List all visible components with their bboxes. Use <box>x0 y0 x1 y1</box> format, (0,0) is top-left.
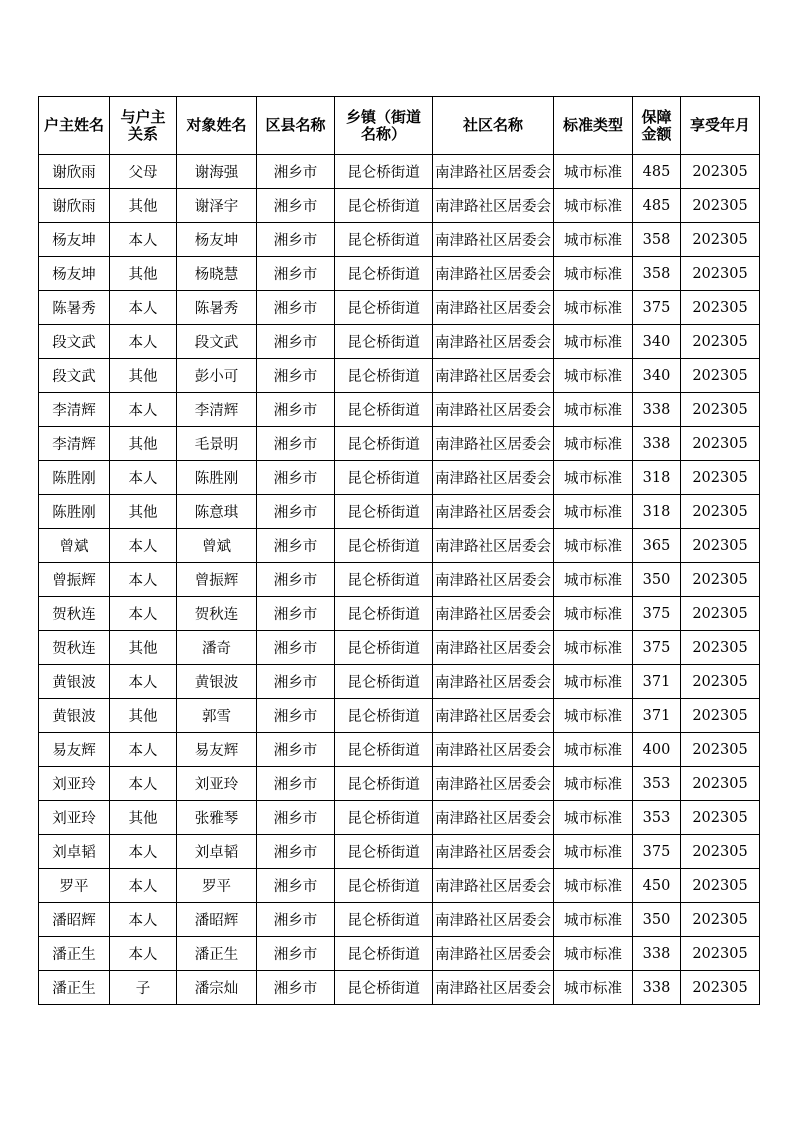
relationship-cell: 本人 <box>110 529 177 563</box>
recipient-name-cell: 郭雪 <box>177 699 257 733</box>
header-row <box>39 97 760 155</box>
table-row <box>39 971 760 1005</box>
county-cell: 湘乡市 <box>257 903 335 937</box>
amount-cell: 358 <box>633 257 681 291</box>
recipient-name-cell: 杨晓慧 <box>177 257 257 291</box>
recipient-name-cell: 刘亚玲 <box>177 767 257 801</box>
household-head-cell: 曾斌 <box>39 529 110 563</box>
community-cell: 南津路社区居委会 <box>433 495 554 529</box>
header-household-head-name: 户主姓名 <box>39 97 110 155</box>
amount-cell: 338 <box>633 393 681 427</box>
recipient-name-cell: 杨友坤 <box>177 223 257 257</box>
township-cell: 昆仑桥街道 <box>335 529 433 563</box>
standard-type-cell: 城市标准 <box>554 189 633 223</box>
header-township-name: 乡镇（街道 名称） <box>335 97 433 155</box>
recipient-name-cell: 曾斌 <box>177 529 257 563</box>
county-cell: 湘乡市 <box>257 563 335 597</box>
household-head-cell: 刘亚玲 <box>39 767 110 801</box>
county-cell: 湘乡市 <box>257 427 335 461</box>
community-cell: 南津路社区居委会 <box>433 189 554 223</box>
header-county-name: 区县名称 <box>257 97 335 155</box>
amount-cell: 340 <box>633 325 681 359</box>
township-cell: 昆仑桥街道 <box>335 835 433 869</box>
community-cell: 南津路社区居委会 <box>433 155 554 189</box>
standard-type-cell: 城市标准 <box>554 767 633 801</box>
standard-type-cell: 城市标准 <box>554 461 633 495</box>
recipient-name-cell: 陈暑秀 <box>177 291 257 325</box>
community-cell: 南津路社区居委会 <box>433 563 554 597</box>
month-cell: 202305 <box>681 699 760 733</box>
household-head-cell: 刘亚玲 <box>39 801 110 835</box>
amount-cell: 375 <box>633 597 681 631</box>
community-cell: 南津路社区居委会 <box>433 291 554 325</box>
standard-type-cell: 城市标准 <box>554 359 633 393</box>
community-cell: 南津路社区居委会 <box>433 665 554 699</box>
county-cell: 湘乡市 <box>257 291 335 325</box>
header-benefit-month: 享受年月 <box>681 97 760 155</box>
standard-type-cell: 城市标准 <box>554 325 633 359</box>
township-cell: 昆仑桥街道 <box>335 733 433 767</box>
community-cell: 南津路社区居委会 <box>433 325 554 359</box>
household-head-cell: 谢欣雨 <box>39 189 110 223</box>
amount-cell: 371 <box>633 699 681 733</box>
standard-type-cell: 城市标准 <box>554 563 633 597</box>
table-body <box>39 155 760 1005</box>
standard-type-cell: 城市标准 <box>554 495 633 529</box>
month-cell: 202305 <box>681 189 760 223</box>
county-cell: 湘乡市 <box>257 801 335 835</box>
table-row <box>39 325 760 359</box>
recipient-name-cell: 张雅琴 <box>177 801 257 835</box>
amount-cell: 375 <box>633 291 681 325</box>
county-cell: 湘乡市 <box>257 359 335 393</box>
table-row <box>39 869 760 903</box>
township-cell: 昆仑桥街道 <box>335 767 433 801</box>
community-cell: 南津路社区居委会 <box>433 631 554 665</box>
township-cell: 昆仑桥街道 <box>335 665 433 699</box>
amount-cell: 365 <box>633 529 681 563</box>
standard-type-cell: 城市标准 <box>554 903 633 937</box>
table-row <box>39 563 760 597</box>
county-cell: 湘乡市 <box>257 223 335 257</box>
community-cell: 南津路社区居委会 <box>433 223 554 257</box>
relationship-cell: 本人 <box>110 291 177 325</box>
community-cell: 南津路社区居委会 <box>433 801 554 835</box>
township-cell: 昆仑桥街道 <box>335 359 433 393</box>
household-head-cell: 李清辉 <box>39 427 110 461</box>
standard-type-cell: 城市标准 <box>554 427 633 461</box>
standard-type-cell: 城市标准 <box>554 291 633 325</box>
recipient-name-cell: 毛景明 <box>177 427 257 461</box>
standard-type-cell: 城市标准 <box>554 937 633 971</box>
township-cell: 昆仑桥街道 <box>335 597 433 631</box>
household-head-cell: 黄银波 <box>39 665 110 699</box>
month-cell: 202305 <box>681 461 760 495</box>
amount-cell: 353 <box>633 801 681 835</box>
township-cell: 昆仑桥街道 <box>335 699 433 733</box>
recipient-name-cell: 潘奇 <box>177 631 257 665</box>
township-cell: 昆仑桥街道 <box>335 427 433 461</box>
recipient-name-cell: 陈意琪 <box>177 495 257 529</box>
recipient-name-cell: 贺秋连 <box>177 597 257 631</box>
county-cell: 湘乡市 <box>257 937 335 971</box>
relationship-cell: 本人 <box>110 869 177 903</box>
table-row <box>39 631 760 665</box>
month-cell: 202305 <box>681 359 760 393</box>
county-cell: 湘乡市 <box>257 189 335 223</box>
community-cell: 南津路社区居委会 <box>433 257 554 291</box>
month-cell: 202305 <box>681 393 760 427</box>
relationship-cell: 子 <box>110 971 177 1005</box>
standard-type-cell: 城市标准 <box>554 971 633 1005</box>
county-cell: 湘乡市 <box>257 665 335 699</box>
township-cell: 昆仑桥街道 <box>335 291 433 325</box>
table-row <box>39 937 760 971</box>
month-cell: 202305 <box>681 631 760 665</box>
month-cell: 202305 <box>681 257 760 291</box>
standard-type-cell: 城市标准 <box>554 801 633 835</box>
amount-cell: 338 <box>633 937 681 971</box>
county-cell: 湘乡市 <box>257 155 335 189</box>
recipient-name-cell: 彭小可 <box>177 359 257 393</box>
month-cell: 202305 <box>681 495 760 529</box>
amount-cell: 338 <box>633 971 681 1005</box>
community-cell: 南津路社区居委会 <box>433 835 554 869</box>
county-cell: 湘乡市 <box>257 257 335 291</box>
month-cell: 202305 <box>681 937 760 971</box>
month-cell: 202305 <box>681 223 760 257</box>
household-head-cell: 曾振辉 <box>39 563 110 597</box>
recipient-name-cell: 曾振辉 <box>177 563 257 597</box>
township-cell: 昆仑桥街道 <box>335 257 433 291</box>
recipient-name-cell: 谢泽宇 <box>177 189 257 223</box>
recipient-name-cell: 潘宗灿 <box>177 971 257 1005</box>
relationship-cell: 其他 <box>110 699 177 733</box>
amount-cell: 340 <box>633 359 681 393</box>
county-cell: 湘乡市 <box>257 597 335 631</box>
table-row <box>39 223 760 257</box>
header-benefit-amount: 保障 金额 <box>633 97 681 155</box>
household-head-cell: 陈暑秀 <box>39 291 110 325</box>
relationship-cell: 父母 <box>110 155 177 189</box>
amount-cell: 350 <box>633 903 681 937</box>
month-cell: 202305 <box>681 801 760 835</box>
household-head-cell: 李清辉 <box>39 393 110 427</box>
recipient-name-cell: 罗平 <box>177 869 257 903</box>
county-cell: 湘乡市 <box>257 393 335 427</box>
recipient-name-cell: 潘昭辉 <box>177 903 257 937</box>
household-head-cell: 贺秋连 <box>39 597 110 631</box>
household-head-cell: 段文武 <box>39 325 110 359</box>
county-cell: 湘乡市 <box>257 529 335 563</box>
recipient-name-cell: 黄银波 <box>177 665 257 699</box>
household-head-cell: 潘昭辉 <box>39 903 110 937</box>
community-cell: 南津路社区居委会 <box>433 971 554 1005</box>
county-cell: 湘乡市 <box>257 495 335 529</box>
township-cell: 昆仑桥街道 <box>335 971 433 1005</box>
relationship-cell: 其他 <box>110 257 177 291</box>
month-cell: 202305 <box>681 767 760 801</box>
township-cell: 昆仑桥街道 <box>335 631 433 665</box>
community-cell: 南津路社区居委会 <box>433 767 554 801</box>
county-cell: 湘乡市 <box>257 869 335 903</box>
standard-type-cell: 城市标准 <box>554 835 633 869</box>
community-cell: 南津路社区居委会 <box>433 393 554 427</box>
table-row <box>39 529 760 563</box>
table-row <box>39 291 760 325</box>
amount-cell: 400 <box>633 733 681 767</box>
month-cell: 202305 <box>681 835 760 869</box>
relationship-cell: 本人 <box>110 325 177 359</box>
county-cell: 湘乡市 <box>257 631 335 665</box>
county-cell: 湘乡市 <box>257 971 335 1005</box>
recipient-name-cell: 段文武 <box>177 325 257 359</box>
month-cell: 202305 <box>681 733 760 767</box>
standard-type-cell: 城市标准 <box>554 665 633 699</box>
household-head-cell: 谢欣雨 <box>39 155 110 189</box>
month-cell: 202305 <box>681 665 760 699</box>
header-recipient-name: 对象姓名 <box>177 97 257 155</box>
month-cell: 202305 <box>681 291 760 325</box>
amount-cell: 318 <box>633 495 681 529</box>
county-cell: 湘乡市 <box>257 699 335 733</box>
month-cell: 202305 <box>681 597 760 631</box>
amount-cell: 375 <box>633 631 681 665</box>
table-row <box>39 835 760 869</box>
relationship-cell: 本人 <box>110 903 177 937</box>
standard-type-cell: 城市标准 <box>554 393 633 427</box>
relationship-cell: 本人 <box>110 665 177 699</box>
table-row <box>39 427 760 461</box>
community-cell: 南津路社区居委会 <box>433 869 554 903</box>
standard-type-cell: 城市标准 <box>554 257 633 291</box>
month-cell: 202305 <box>681 155 760 189</box>
community-cell: 南津路社区居委会 <box>433 461 554 495</box>
relationship-cell: 本人 <box>110 937 177 971</box>
relationship-cell: 其他 <box>110 801 177 835</box>
table-row <box>39 393 760 427</box>
amount-cell: 358 <box>633 223 681 257</box>
amount-cell: 450 <box>633 869 681 903</box>
township-cell: 昆仑桥街道 <box>335 155 433 189</box>
household-head-cell: 黄银波 <box>39 699 110 733</box>
amount-cell: 375 <box>633 835 681 869</box>
household-head-cell: 杨友坤 <box>39 223 110 257</box>
county-cell: 湘乡市 <box>257 767 335 801</box>
table-row <box>39 801 760 835</box>
header-standard-type: 标准类型 <box>554 97 633 155</box>
township-cell: 昆仑桥街道 <box>335 223 433 257</box>
relationship-cell: 本人 <box>110 461 177 495</box>
month-cell: 202305 <box>681 971 760 1005</box>
header-community-name: 社区名称 <box>433 97 554 155</box>
table-row <box>39 461 760 495</box>
recipient-name-cell: 易友辉 <box>177 733 257 767</box>
community-cell: 南津路社区居委会 <box>433 597 554 631</box>
table-row <box>39 359 760 393</box>
township-cell: 昆仑桥街道 <box>335 393 433 427</box>
household-head-cell: 刘卓韬 <box>39 835 110 869</box>
standard-type-cell: 城市标准 <box>554 733 633 767</box>
community-cell: 南津路社区居委会 <box>433 427 554 461</box>
relationship-cell: 其他 <box>110 359 177 393</box>
table-row <box>39 189 760 223</box>
household-head-cell: 段文武 <box>39 359 110 393</box>
relationship-cell: 其他 <box>110 427 177 461</box>
recipient-name-cell: 陈胜刚 <box>177 461 257 495</box>
household-head-cell: 罗平 <box>39 869 110 903</box>
community-cell: 南津路社区居委会 <box>433 937 554 971</box>
relationship-cell: 本人 <box>110 563 177 597</box>
county-cell: 湘乡市 <box>257 461 335 495</box>
township-cell: 昆仑桥街道 <box>335 801 433 835</box>
table-row <box>39 733 760 767</box>
county-cell: 湘乡市 <box>257 733 335 767</box>
month-cell: 202305 <box>681 427 760 461</box>
table-row <box>39 699 760 733</box>
header-relationship: 与户主 关系 <box>110 97 177 155</box>
household-head-cell: 贺秋连 <box>39 631 110 665</box>
township-cell: 昆仑桥街道 <box>335 869 433 903</box>
amount-cell: 338 <box>633 427 681 461</box>
relationship-cell: 本人 <box>110 223 177 257</box>
table-row <box>39 767 760 801</box>
relationship-cell: 本人 <box>110 835 177 869</box>
table-row <box>39 495 760 529</box>
recipient-name-cell: 谢海强 <box>177 155 257 189</box>
community-cell: 南津路社区居委会 <box>433 733 554 767</box>
household-head-cell: 杨友坤 <box>39 257 110 291</box>
month-cell: 202305 <box>681 325 760 359</box>
household-head-cell: 陈胜刚 <box>39 461 110 495</box>
community-cell: 南津路社区居委会 <box>433 903 554 937</box>
household-head-cell: 潘正生 <box>39 937 110 971</box>
table-row <box>39 597 760 631</box>
community-cell: 南津路社区居委会 <box>433 699 554 733</box>
standard-type-cell: 城市标准 <box>554 869 633 903</box>
recipient-table <box>38 96 760 1005</box>
amount-cell: 353 <box>633 767 681 801</box>
amount-cell: 318 <box>633 461 681 495</box>
household-head-cell: 潘正生 <box>39 971 110 1005</box>
township-cell: 昆仑桥街道 <box>335 325 433 359</box>
month-cell: 202305 <box>681 563 760 597</box>
community-cell: 南津路社区居委会 <box>433 529 554 563</box>
township-cell: 昆仑桥街道 <box>335 495 433 529</box>
county-cell: 湘乡市 <box>257 835 335 869</box>
township-cell: 昆仑桥街道 <box>335 903 433 937</box>
standard-type-cell: 城市标准 <box>554 699 633 733</box>
month-cell: 202305 <box>681 869 760 903</box>
amount-cell: 350 <box>633 563 681 597</box>
month-cell: 202305 <box>681 903 760 937</box>
relationship-cell: 其他 <box>110 495 177 529</box>
amount-cell: 485 <box>633 189 681 223</box>
standard-type-cell: 城市标准 <box>554 155 633 189</box>
relationship-cell: 本人 <box>110 597 177 631</box>
standard-type-cell: 城市标准 <box>554 631 633 665</box>
relationship-cell: 本人 <box>110 393 177 427</box>
standard-type-cell: 城市标准 <box>554 223 633 257</box>
table-row <box>39 665 760 699</box>
table-row <box>39 155 760 189</box>
household-head-cell: 易友辉 <box>39 733 110 767</box>
township-cell: 昆仑桥街道 <box>335 563 433 597</box>
recipient-name-cell: 李清辉 <box>177 393 257 427</box>
table-row <box>39 257 760 291</box>
county-cell: 湘乡市 <box>257 325 335 359</box>
month-cell: 202305 <box>681 529 760 563</box>
standard-type-cell: 城市标准 <box>554 529 633 563</box>
township-cell: 昆仑桥街道 <box>335 461 433 495</box>
amount-cell: 371 <box>633 665 681 699</box>
recipient-name-cell: 潘正生 <box>177 937 257 971</box>
relationship-cell: 其他 <box>110 189 177 223</box>
relationship-cell: 其他 <box>110 631 177 665</box>
community-cell: 南津路社区居委会 <box>433 359 554 393</box>
amount-cell: 485 <box>633 155 681 189</box>
recipient-name-cell: 刘卓韬 <box>177 835 257 869</box>
relationship-cell: 本人 <box>110 767 177 801</box>
township-cell: 昆仑桥街道 <box>335 189 433 223</box>
table-row <box>39 903 760 937</box>
standard-type-cell: 城市标准 <box>554 597 633 631</box>
relationship-cell: 本人 <box>110 733 177 767</box>
household-head-cell: 陈胜刚 <box>39 495 110 529</box>
township-cell: 昆仑桥街道 <box>335 937 433 971</box>
